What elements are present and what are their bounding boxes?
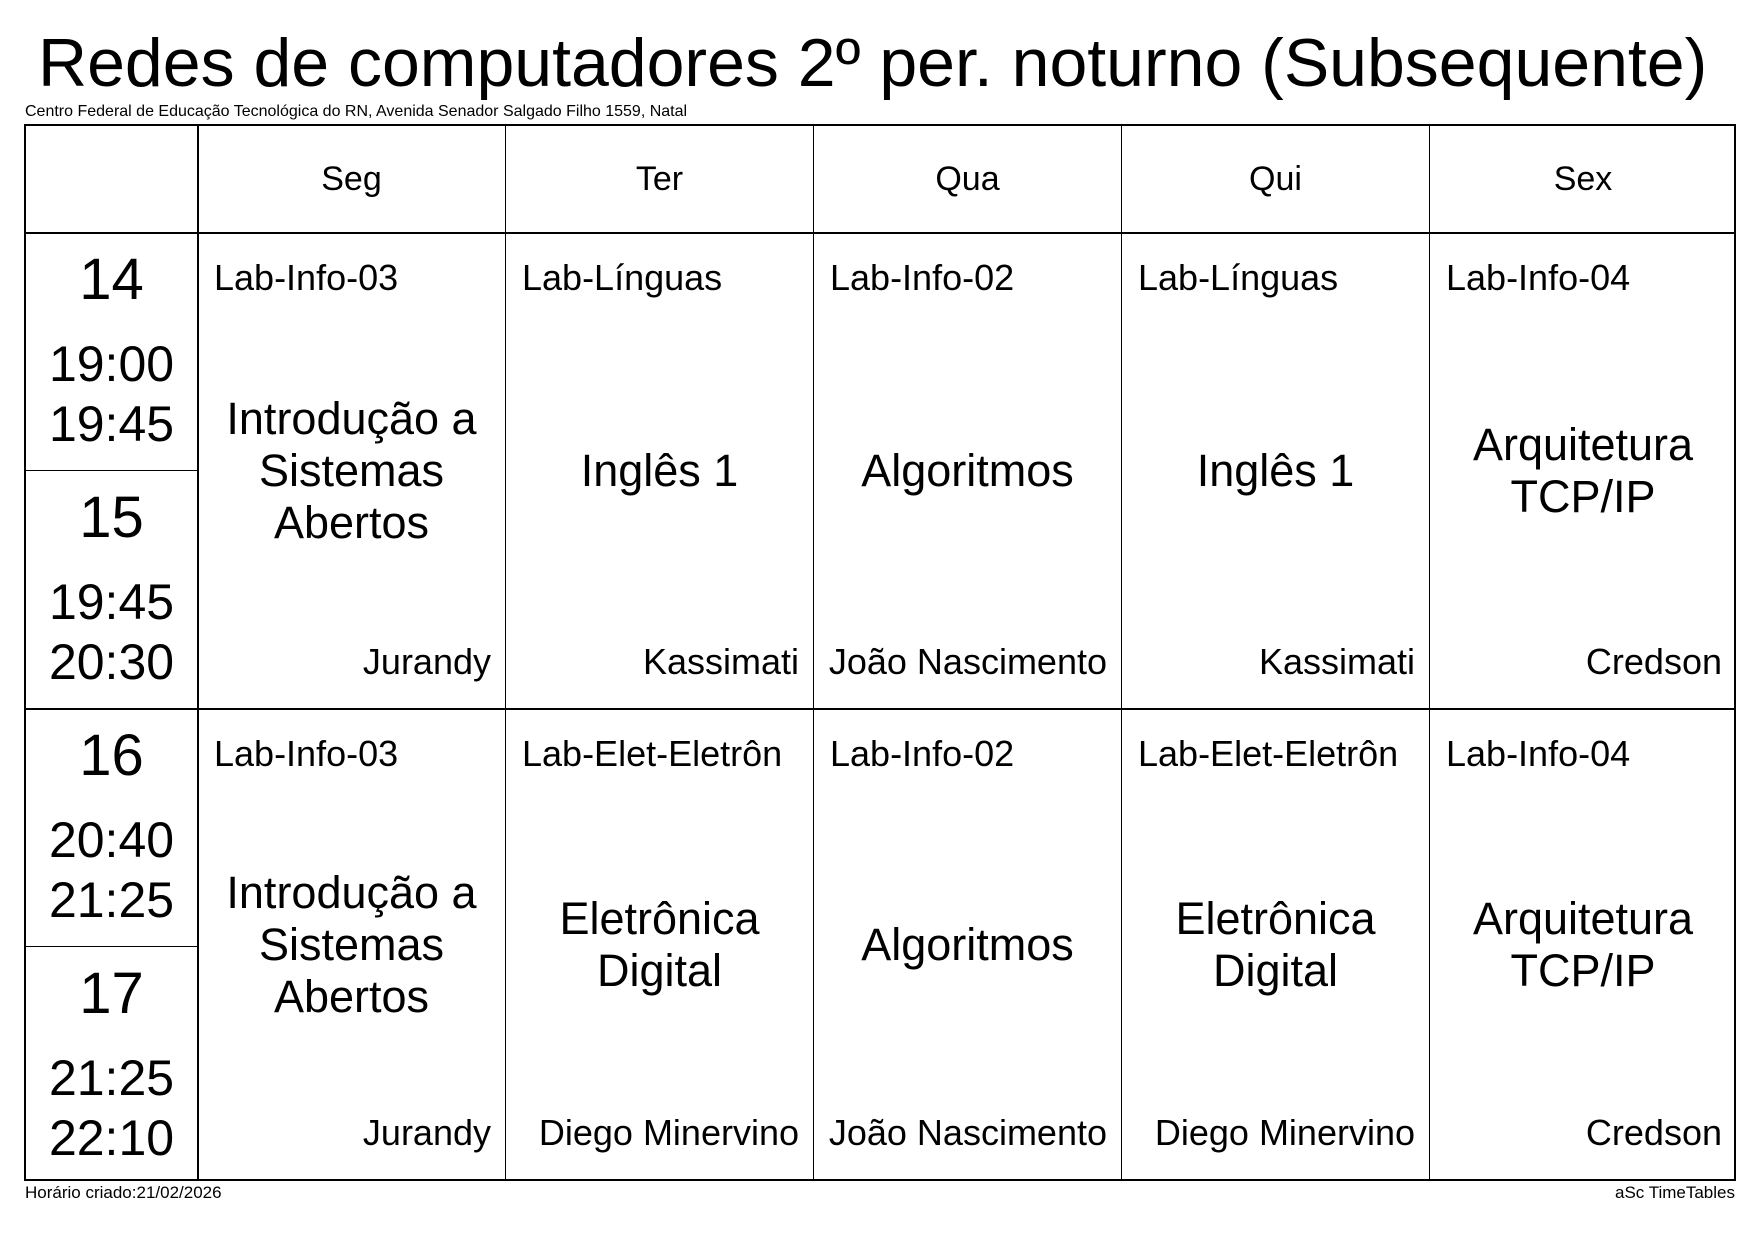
- period-number: 15: [79, 485, 144, 550]
- period-number: 14: [79, 247, 144, 312]
- period-end: 21:25: [48, 872, 175, 928]
- institution-address: Centro Federal de Educação Tecnológica do RN, Avenida Senador Salgado Filho 1559, Natal: [25, 103, 688, 120]
- room-label: Lab-Info-04: [1446, 733, 1631, 774]
- day-header-seg: Seg: [321, 159, 382, 198]
- lesson-cell[interactable]: [506, 234, 813, 708]
- teacher-label: Credson: [1585, 641, 1722, 682]
- lesson-cell[interactable]: [1122, 234, 1429, 708]
- teacher-label: Jurandy: [362, 1112, 491, 1153]
- period-start: 21:25: [48, 1050, 175, 1106]
- day-header-qui: Qui: [1249, 159, 1302, 198]
- room-label: Lab-Info-03: [214, 733, 399, 774]
- teacher-label: Kassimati: [642, 641, 799, 682]
- grid-divider: [26, 946, 197, 947]
- lesson-cell[interactable]: [814, 710, 1121, 1179]
- teacher-label: Credson: [1585, 1112, 1722, 1153]
- lesson-cell[interactable]: [1430, 234, 1736, 708]
- grid-divider: [26, 470, 197, 471]
- subject-label: Eletrônica Digital: [559, 892, 760, 996]
- lesson-cell[interactable]: [1430, 710, 1736, 1179]
- period-number: 17: [79, 961, 144, 1026]
- subject-label: Introdução a Sistemas Abertos: [226, 866, 477, 1022]
- period-end: 22:10: [48, 1110, 175, 1166]
- day-header-ter: Ter: [635, 159, 684, 198]
- period-start: 19:00: [48, 336, 175, 392]
- teacher-label: Kassimati: [1258, 641, 1415, 682]
- period-end: 19:45: [48, 396, 175, 452]
- teacher-label: Diego Minervino: [1154, 1112, 1415, 1153]
- lesson-cell[interactable]: [1122, 710, 1429, 1179]
- software-credit: aSc TimeTables: [1615, 1183, 1735, 1202]
- subject-label: Arquitetura TCP/IP: [1472, 892, 1694, 996]
- created-date: Horário criado:21/02/2026: [25, 1183, 222, 1202]
- period-start: 20:40: [48, 812, 175, 868]
- teacher-label: João Nascimento: [828, 641, 1107, 682]
- subject-label: Algoritmos: [861, 445, 1074, 496]
- period-number: 16: [79, 723, 144, 788]
- room-label: Lab-Elet-Eletrôn: [522, 733, 783, 774]
- teacher-label: João Nascimento: [828, 1112, 1107, 1153]
- subject-label: Inglês 1: [1196, 445, 1355, 496]
- page-title: Redes de computadores 2º per. noturno (Subsequente): [38, 25, 1708, 101]
- room-label: Lab-Info-02: [830, 733, 1015, 774]
- room-label: Lab-Info-04: [1446, 257, 1631, 298]
- lesson-cell[interactable]: [198, 234, 505, 708]
- period-start: 19:45: [48, 574, 175, 630]
- subject-label: Inglês 1: [580, 445, 739, 496]
- room-label: Lab-Info-03: [214, 257, 399, 298]
- room-label: Lab-Info-02: [830, 257, 1015, 298]
- room-label: Lab-Línguas: [1138, 257, 1339, 298]
- lesson-cell[interactable]: [198, 710, 505, 1179]
- subject-label: Eletrônica Digital: [1175, 892, 1376, 996]
- teacher-label: Jurandy: [362, 641, 491, 682]
- room-label: Lab-Línguas: [522, 257, 723, 298]
- subject-label: Algoritmos: [861, 918, 1074, 970]
- lesson-cell[interactable]: [814, 234, 1121, 708]
- room-label: Lab-Elet-Eletrôn: [1138, 733, 1399, 774]
- subject-label: Arquitetura TCP/IP: [1472, 419, 1694, 522]
- timetable-grid: [24, 124, 1736, 1181]
- teacher-label: Diego Minervino: [538, 1112, 799, 1153]
- subject-label: Introdução a Sistemas Abertos: [226, 393, 477, 548]
- day-header-qua: Qua: [935, 159, 1000, 198]
- lesson-cell[interactable]: [506, 710, 813, 1179]
- period-end: 20:30: [48, 634, 175, 690]
- day-header-sex: Sex: [1553, 159, 1613, 198]
